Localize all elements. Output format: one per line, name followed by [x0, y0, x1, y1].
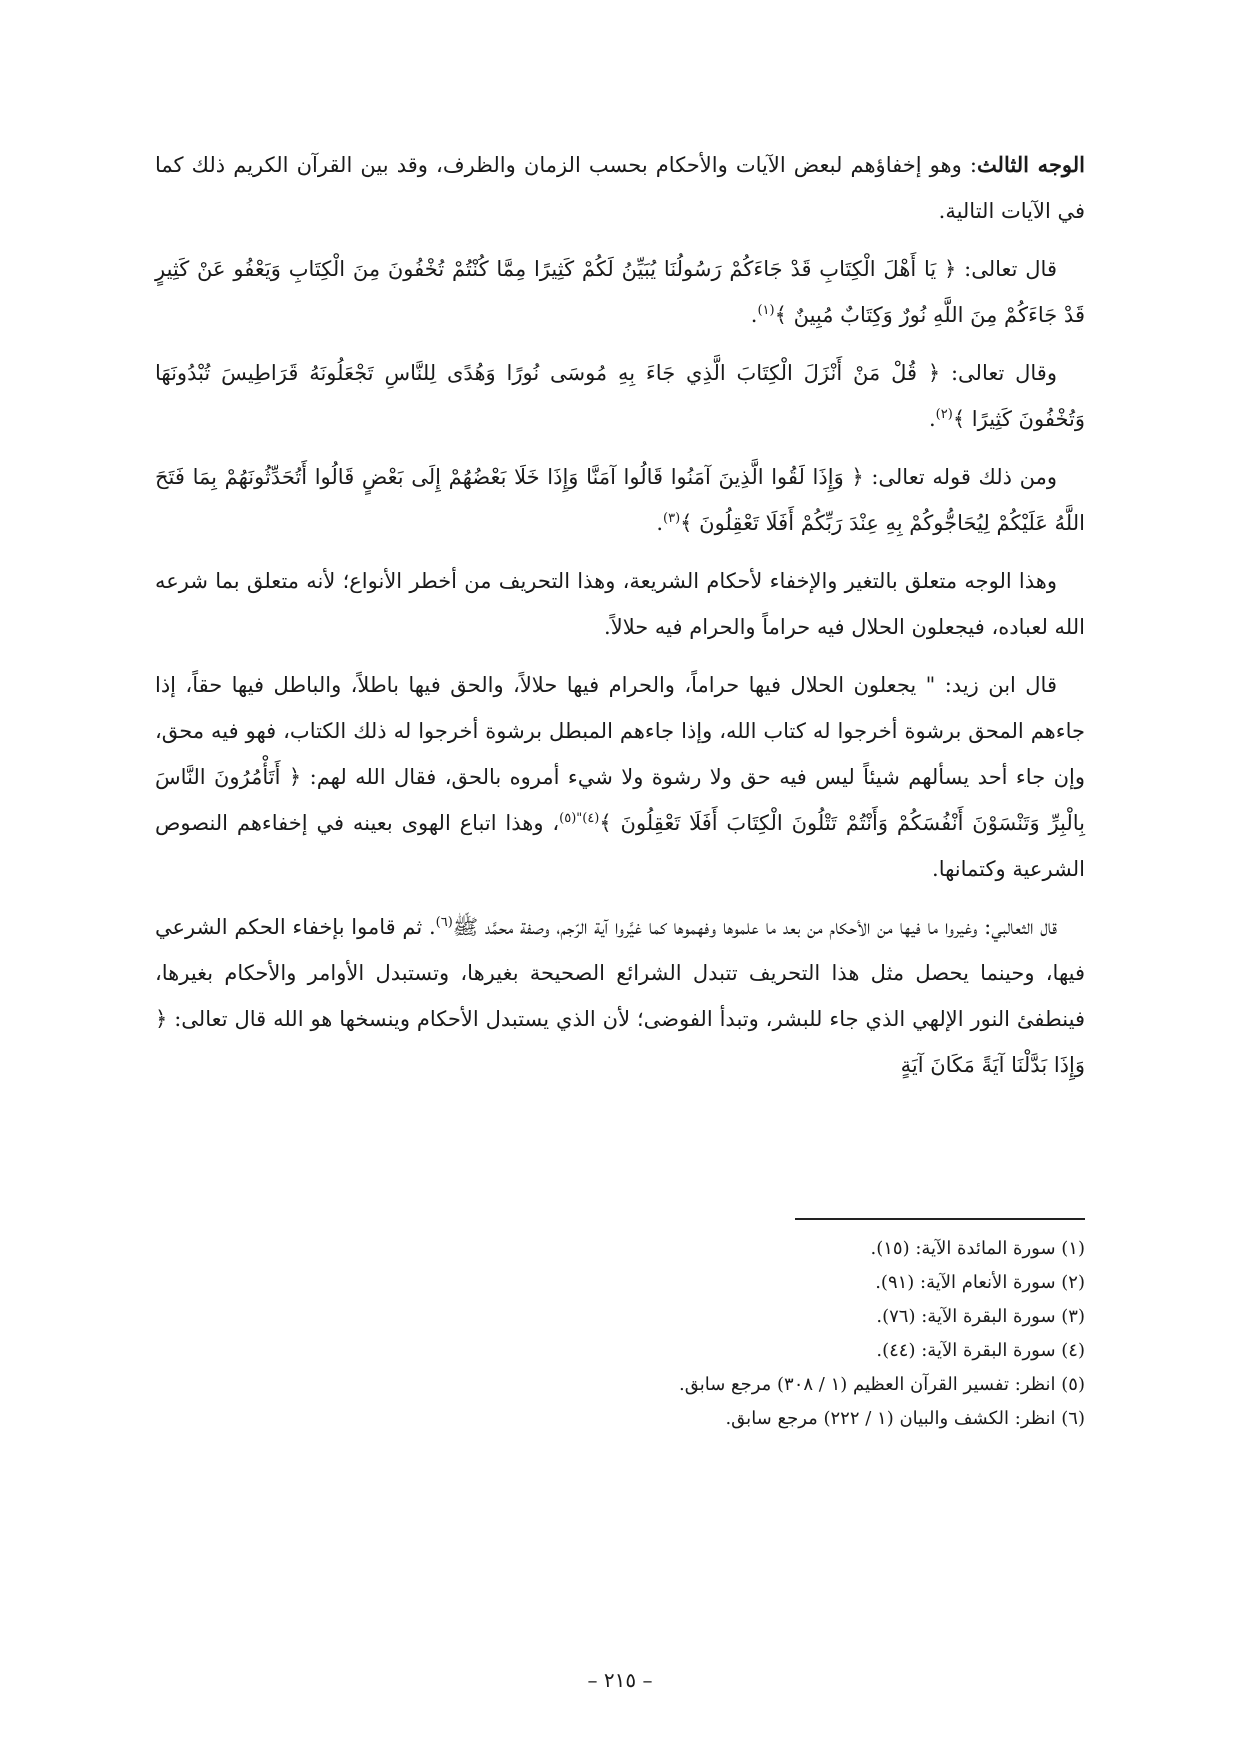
paragraph-thaalabi — [155, 904, 1085, 1088]
verse-intro: قال تعالى: — [956, 257, 1057, 281]
footnote-ref: (٤)"(٥) — [559, 811, 600, 826]
quran-verse: ﴿ قُلْ مَنْ أَنْزَلَ الْكِتَابَ الَّذِي جَاءَ بِهِ مُوسَى نُورًا وَهُدًى لِلنَّاسِ تَجْعَلُونَهُ قَرَاطِيسَ تُبْدُونَهَا وَتُخْفُونَ كَثِيرًا ﴾ — [155, 361, 1085, 431]
quran-verse: ﴿ أَتَأْمُرُونَ النَّاسَ بِالْبِرِّ وَتَنْسَوْنَ أَنْفُسَكُمْ وَأَنْتُمْ تَتْلُونَ الْكِتَابَ أَفَلَا تَعْقِلُونَ ﴾ — [155, 765, 1086, 835]
paragraph-text: قال ابن زيد: " يجعلون الحلال فيها حراماً، والحرام فيها حلالاً، والحق فيها باطلاً، والباطل فيها حقاً، إذا جاءهم المحق برشوة أخرجوا له كتاب الله، وإذا جاءهم المبطل برشوة أخرجوا له ذلك الكتاب، فهو فيه محق، وإن جاء أحد يسألهم شيئاً ليس فيه حق ولا رشوة ولا شيء أمروه بالحق، فقال الله لهم: — [155, 673, 1085, 789]
footnote-item: (٤) سورة البقرة الآية: (٤٤). — [876, 1340, 1085, 1361]
paragraph-verse-maidah — [155, 246, 1085, 338]
paragraph-text: قال الثعالبي: وغيروا ما فيها من الأحكام من بعد ما علموها وفهموها كما غيَّروا آية الرّجم، وصفة محمَّد ﷺ — [452, 915, 1057, 939]
paragraph-end: . — [750, 303, 758, 327]
paragraph-ibn-zayd — [155, 662, 1085, 892]
footnote-item: (٣) سورة البقرة الآية: (٧٦). — [876, 1306, 1085, 1327]
paragraph-end: . — [928, 407, 936, 431]
section-lead: الوجه الثالث — [976, 152, 1086, 177]
footnote-item: (٥) انظر: تفسير القرآن العظيم (١ / ٣٠٨) مرجع سابق. — [678, 1374, 1085, 1395]
paragraph-explanation — [155, 558, 1085, 650]
footnote-item: (١) سورة المائدة الآية: (١٥). — [870, 1238, 1085, 1259]
paragraph-end: . — [656, 511, 664, 535]
page-number: – ٢١٥ – — [587, 1668, 653, 1692]
paragraph-text: وهذا الوجه متعلق بالتغير والإخفاء لأحكام الشريعة، وهذا التحريف من أخطر الأنواع؛ لأنه متعلق بما شرعه الله لعباده، فيجعلون الحلال فيه حراماً والحرام فيه حلالاً. — [155, 569, 1085, 639]
footnote-item: (٢) سورة الأنعام الآية: (٩١). — [875, 1272, 1085, 1293]
quran-verse: ﴿ يَا أَهْلَ الْكِتَابِ قَدْ جَاءَكُمْ رَسُولُنَا يُبَيِّنُ لَكُمْ كَثِيرًا مِمَّا كُنْتُمْ تُخْفُونَ مِنَ الْكِتَابِ وَيَعْفُو عَنْ كَثِيرٍ قَدْ جَاءَكُمْ مِنَ اللَّهِ نُورٌ وَكِتَابٌ مُبِينٌ ﴾ — [155, 257, 1085, 327]
footnote-item: (٦) انظر: الكشف والبيان (١ / ٢٢٢) مرجع سابق. — [725, 1408, 1085, 1429]
quran-verse: ﴿ وَإِذَا لَقُوا الَّذِينَ آمَنُوا قَالُوا آمَنَّا وَإِذَا خَلَا بَعْضُهُمْ إِلَى بَعْضٍ قَالُوا أَتُحَدِّثُونَهُمْ بِمَا فَتَحَ اللَّهُ عَلَيْكُمْ لِيُحَاجُّوكُمْ بِهِ عِنْدَ رَبِّكُمْ أَفَلَا تَعْقِلُونَ ﴾ — [155, 465, 1085, 535]
footnote-ref: (٢) — [935, 407, 953, 422]
quran-verse: ﴿ وَإِذَا بَدَّلْنَا آيَةً مَكَانَ آيَةٍ — [155, 1007, 1085, 1077]
verse-intro: ومن ذلك قوله تعالى: — [863, 465, 1057, 489]
paragraph-end: ، وهذا اتباع الهوى بعينه في إخفاءهم النصوص الشرعية وكتمانها. — [155, 811, 1085, 881]
paragraph-text-continued: . ثم قاموا بإخفاء الحكم الشرعي فيها، وحينما يحصل مثل هذا التحريف تتبدل الشرائع الصحيحة بغيرها، وتستبدل الأوامر والأحكام بغيرها، فينطفئ النور الإلهي الذي جاء للبشر، وتبدأ الفوضى؛ لأن الذي يستبدل الأحكام وينسخها هو الله قال تعالى: — [155, 915, 1085, 1031]
footnote-ref: (٦) — [435, 915, 453, 930]
footnotes — [485, 1232, 1085, 1436]
paragraph-third-aspect — [155, 142, 1085, 234]
paragraph-verse-anam — [155, 350, 1085, 442]
paragraph-verse-baqarah-76 — [155, 454, 1085, 546]
footnote-ref: (١) — [757, 303, 775, 318]
paragraph-text: : وهو إخفاؤهم لبعض الآيات والأحكام بحسب الزمان والظرف، وقد بين القرآن الكريم ذلك كما في الآيات التالية. — [155, 153, 1085, 223]
footnote-divider — [795, 1218, 1085, 1220]
main-text — [155, 142, 1085, 1100]
footnote-ref: (٣) — [663, 511, 681, 526]
verse-intro: وقال تعالى: — [940, 361, 1057, 385]
